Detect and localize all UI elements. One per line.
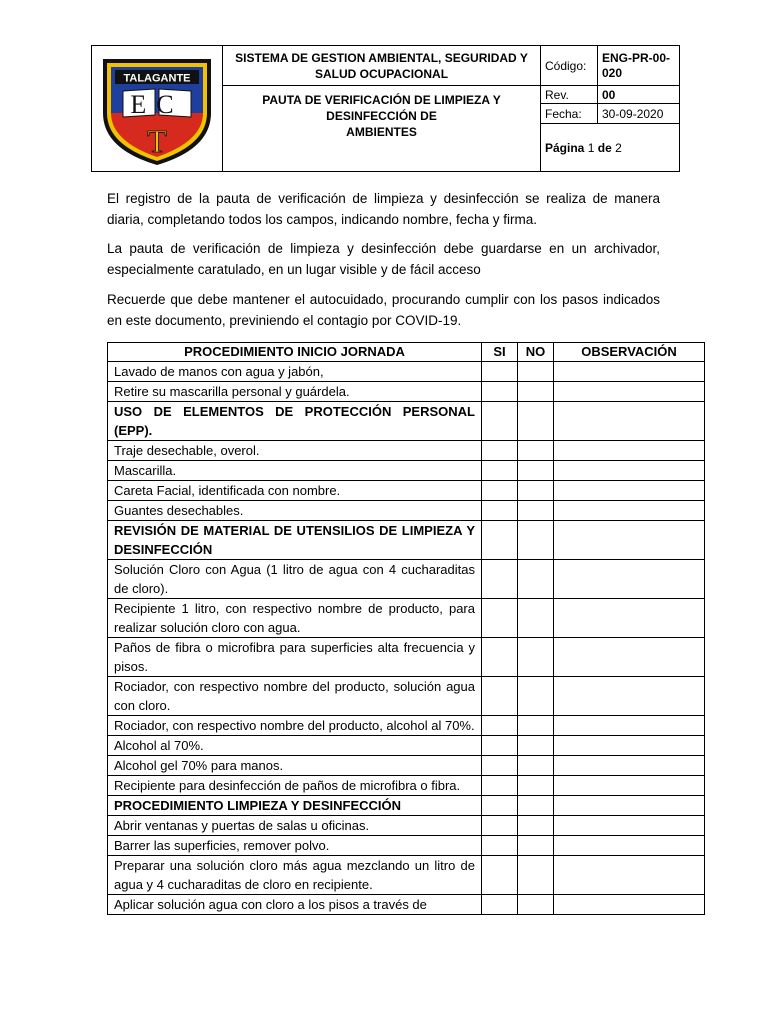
checklist-row [108, 481, 705, 501]
yes-cell[interactable] [482, 501, 518, 521]
header-observation: OBSERVACIÓN [554, 343, 705, 362]
crest-letter-t: T [147, 122, 167, 159]
instruction-paragraph-2: La pauta de verificación de limpieza y desinfección debe guardarse en un archivador, especialmente caratulado, en un lugar visible y de fácil acceso [107, 241, 660, 277]
crest-banner-text: TALAGANTE [123, 72, 191, 84]
no-cell[interactable] [518, 560, 554, 599]
yes-cell[interactable] [482, 560, 518, 599]
instruction-paragraph-3: Recuerde que debe mantener el autocuidado, procurando cumplir con los pasos indicados en este documento, previniendo el contagio por COVID-19. [107, 292, 660, 328]
yes-cell[interactable] [482, 362, 518, 382]
checklist-item-text: Lavado de manos con agua y jabón, [108, 362, 482, 382]
checklist-item-text: Rociador, con respectivo nombre del producto, alcohol al 70%. [108, 716, 482, 736]
observation-cell[interactable] [554, 560, 705, 599]
yes-cell[interactable] [482, 638, 518, 677]
no-cell[interactable] [518, 461, 554, 481]
header-no: NO [518, 343, 554, 362]
observation-cell[interactable] [554, 638, 705, 677]
no-cell[interactable] [518, 836, 554, 856]
checklist-item-text: Solución Cloro con Agua (1 litro de agua con 4 cucharaditas de cloro). [108, 560, 482, 599]
yes-cell[interactable] [482, 441, 518, 461]
system-title-cell [223, 46, 541, 86]
checklist-item-text: Preparar una solución cloro más agua mezclando un litro de agua y 4 cucharaditas de cloro en recipiente. [108, 856, 482, 895]
checklist-section-row [108, 402, 705, 441]
checklist-item-text: Alcohol gel 70% para manos. [108, 756, 482, 776]
checklist-item-text: Rociador, con respectivo nombre del producto, solución agua con cloro. [108, 677, 482, 716]
no-cell[interactable] [518, 895, 554, 915]
observation-cell[interactable] [554, 461, 705, 481]
no-cell[interactable] [518, 638, 554, 677]
checklist-item-text: Recipiente para desinfección de paños de microfibra o fibra. [108, 776, 482, 796]
yes-cell[interactable] [482, 382, 518, 402]
observation-cell[interactable] [554, 716, 705, 736]
observation-cell[interactable] [554, 895, 705, 915]
system-title: SISTEMA DE GESTION AMBIENTAL, SEGURIDAD Y SALUD OCUPACIONAL [235, 50, 528, 81]
checklist-table [107, 342, 705, 915]
page-number-cell [541, 124, 680, 172]
observation-cell[interactable] [554, 441, 705, 461]
yes-cell[interactable] [482, 481, 518, 501]
code-label: Código: [545, 58, 587, 73]
observation-cell[interactable] [554, 599, 705, 638]
checklist-row [108, 501, 705, 521]
yes-cell[interactable] [482, 599, 518, 638]
checklist-row [108, 461, 705, 481]
observation-cell[interactable] [554, 856, 705, 895]
checklist-item-text: Mascarilla. [108, 461, 482, 481]
yes-cell[interactable] [482, 402, 518, 441]
checklist-row [108, 599, 705, 638]
page-total: 2 [615, 140, 622, 155]
document-header [91, 45, 680, 172]
code-label-cell [541, 46, 598, 86]
checklist-item-text: Guantes desechables. [108, 501, 482, 521]
yes-cell[interactable] [482, 856, 518, 895]
no-cell[interactable] [518, 776, 554, 796]
yes-cell[interactable] [482, 796, 518, 816]
observation-cell[interactable] [554, 402, 705, 441]
checklist-row [108, 816, 705, 836]
checklist-row [108, 560, 705, 599]
observation-cell[interactable] [554, 481, 705, 501]
checklist-item-text: Traje desechable, overol. [108, 441, 482, 461]
header-yes: SI [482, 343, 518, 362]
checklist-item-text: Recipiente 1 litro, con respectivo nombre de producto, para realizar solución cloro con agua. [108, 599, 482, 638]
rev-value: 00 [602, 87, 616, 102]
yes-cell[interactable] [482, 816, 518, 836]
instruction-paragraph-1: El registro de la pauta de verificación de limpieza y desinfección se realiza de manera diaria, completando todos los campos, indicando nombre, fecha y firma. [107, 191, 660, 227]
checklist-item-text: Paños de fibra o microfibra para superficies alta frecuencia y pisos. [108, 638, 482, 677]
yes-cell[interactable] [482, 895, 518, 915]
checklist-row [108, 895, 705, 915]
no-cell[interactable] [518, 382, 554, 402]
no-cell[interactable] [518, 402, 554, 441]
no-cell[interactable] [518, 736, 554, 756]
checklist-section-row [108, 521, 705, 560]
rev-value-cell [598, 86, 680, 104]
no-cell[interactable] [518, 796, 554, 816]
document-title-line1: PAUTA DE VERIFICACIÓN DE LIMPIEZA Y [262, 93, 501, 107]
no-cell[interactable] [518, 441, 554, 461]
date-value: 30-09-2020 [602, 106, 664, 121]
checklist-row [108, 716, 705, 736]
checklist-row [108, 856, 705, 895]
checklist-row [108, 441, 705, 461]
no-cell[interactable] [518, 362, 554, 382]
checklist-item-text: Barrer las superficies, remover polvo. [108, 836, 482, 856]
observation-cell[interactable] [554, 796, 705, 816]
no-cell[interactable] [518, 716, 554, 736]
checklist-row [108, 362, 705, 382]
yes-cell[interactable] [482, 756, 518, 776]
checklist-row [108, 776, 705, 796]
checklist-item-text: Careta Facial, identificada con nombre. [108, 481, 482, 501]
yes-cell[interactable] [482, 836, 518, 856]
checklist-row [108, 677, 705, 716]
no-cell[interactable] [518, 599, 554, 638]
observation-cell[interactable] [554, 776, 705, 796]
observation-cell[interactable] [554, 362, 705, 382]
code-value: ENG-PR-00-020 [602, 50, 671, 80]
observation-cell[interactable] [554, 677, 705, 716]
document-title-line2: DESINFECCIÓN DE [326, 109, 437, 123]
yes-cell[interactable] [482, 716, 518, 736]
school-crest-logo [97, 51, 217, 167]
date-value-cell [598, 104, 680, 124]
no-cell[interactable] [518, 856, 554, 895]
observation-cell[interactable] [554, 501, 705, 521]
yes-cell[interactable] [482, 461, 518, 481]
document-title-cell [223, 86, 541, 172]
crest-letters-ec: EC [130, 89, 184, 119]
checklist-item-text: Alcohol al 70%. [108, 736, 482, 756]
no-cell[interactable] [518, 756, 554, 776]
section-title: USO DE ELEMENTOS DE PROTECCIÓN PERSONAL (EPP). [108, 402, 482, 441]
checklist-row [108, 736, 705, 756]
checklist-section-row [108, 796, 705, 816]
no-cell[interactable] [518, 501, 554, 521]
checklist-row [108, 638, 705, 677]
page-word: Página [545, 140, 585, 155]
checklist-row [108, 836, 705, 856]
no-cell[interactable] [518, 481, 554, 501]
checklist-header-row [108, 343, 705, 362]
observation-cell[interactable] [554, 816, 705, 836]
no-cell[interactable] [518, 521, 554, 560]
header-procedure: PROCEDIMIENTO INICIO JORNADA [108, 343, 482, 362]
checklist-row [108, 382, 705, 402]
checklist-item-text: Retire su mascarilla personal y guárdela. [108, 382, 482, 402]
document-title-line3: AMBIENTES [346, 125, 417, 139]
page-current: 1 [587, 140, 595, 155]
no-cell[interactable] [518, 677, 554, 716]
observation-cell[interactable] [554, 756, 705, 776]
code-value-cell [598, 46, 680, 86]
observation-cell[interactable] [554, 521, 705, 560]
no-cell[interactable] [518, 816, 554, 836]
date-label-cell [541, 104, 598, 124]
yes-cell[interactable] [482, 677, 518, 716]
rev-label-cell [541, 86, 598, 104]
yes-cell[interactable] [482, 736, 518, 756]
section-title: PROCEDIMIENTO LIMPIEZA Y DESINFECCIÓN [108, 796, 482, 816]
section-title: REVISIÓN DE MATERIAL DE UTENSILIOS DE LIMPIEZA Y DESINFECCIÓN [108, 521, 482, 560]
observation-cell[interactable] [554, 836, 705, 856]
checklist-item-text: Aplicar solución agua con cloro a los pisos a través de [108, 895, 482, 915]
checklist-item-text: Abrir ventanas y puertas de salas u oficinas. [108, 816, 482, 836]
logo-cell [92, 46, 223, 172]
yes-cell[interactable] [482, 521, 518, 560]
date-label: Fecha: [545, 106, 582, 121]
page-of: de [597, 140, 612, 155]
observation-cell[interactable] [554, 736, 705, 756]
yes-cell[interactable] [482, 776, 518, 796]
checklist-row [108, 756, 705, 776]
rev-label: Rev. [545, 87, 569, 102]
checklist-body [108, 362, 705, 915]
observation-cell[interactable] [554, 382, 705, 402]
